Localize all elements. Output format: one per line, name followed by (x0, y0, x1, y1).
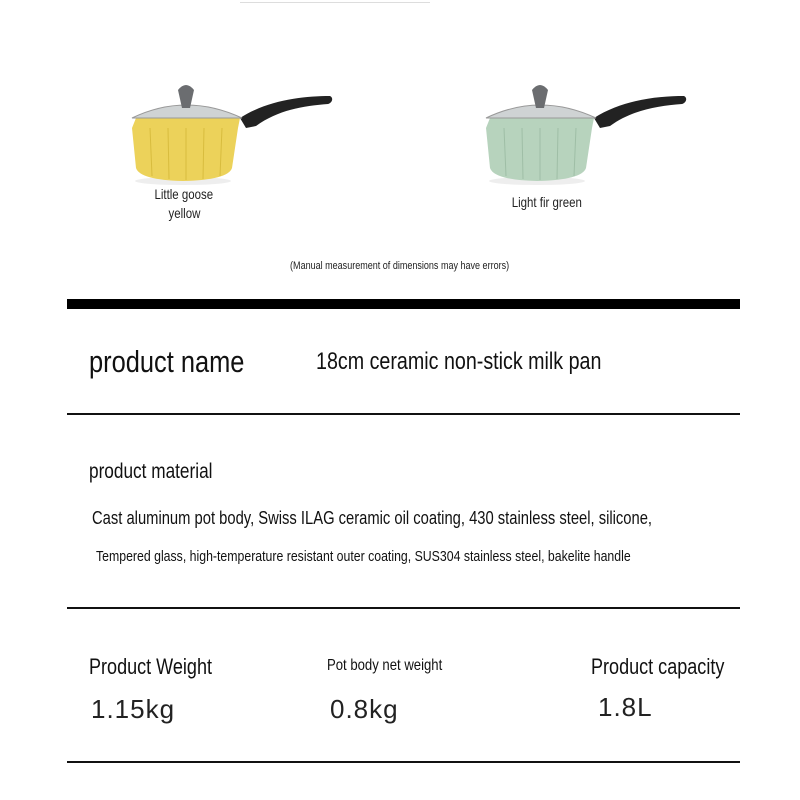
product-material-line2 (96, 548, 748, 565)
green-pot-image (482, 78, 692, 188)
product-name-value (316, 348, 664, 376)
spec-net-weight-label (327, 657, 468, 675)
product-name-label (89, 344, 279, 380)
thick-divider (67, 299, 740, 309)
product-material-label-text: product material (89, 460, 213, 483)
divider (67, 607, 740, 609)
spec-label-text: Pot body net weight (327, 657, 443, 674)
spec-label-text: Product Weight (89, 654, 213, 679)
product-name-label-text: product name (89, 344, 245, 379)
divider (67, 413, 740, 415)
product-name-value-text: 18cm ceramic non-stick milk pan (316, 348, 602, 375)
color-label-line2: yellow (168, 205, 200, 221)
spec-weight-label (89, 654, 239, 680)
material-line1-text: Cast aluminum pot body, Swiss ILAG ceramic oil coating, 430 stainless steel, silicone, (92, 508, 653, 528)
product-material-line1 (92, 508, 775, 529)
spec-label-text: Product capacity (591, 654, 725, 679)
material-line2-text: Tempered glass, high-temperature resistant outer coating, SUS304 stainless steel, bakelite handle (96, 548, 631, 565)
top-cutoff-bracket (240, 0, 430, 3)
color-label-green (487, 194, 607, 210)
spec-capacity-value: 1.8L (598, 692, 653, 722)
spec-capacity-label (591, 654, 754, 680)
color-label-line1: Little goose (154, 186, 214, 202)
color-label-text: Light fir green (511, 194, 583, 210)
divider (67, 761, 740, 763)
spec-net-weight-value: 0.8kg (330, 694, 399, 724)
measurement-note-text: (Manual measurement of dimensions may have errors) (290, 260, 510, 272)
measurement-note (200, 260, 600, 272)
color-label-yellow (124, 185, 244, 223)
yellow-pot-image (128, 78, 338, 188)
product-material-label (89, 460, 240, 484)
spec-weight-value: 1.15kg (91, 694, 176, 724)
